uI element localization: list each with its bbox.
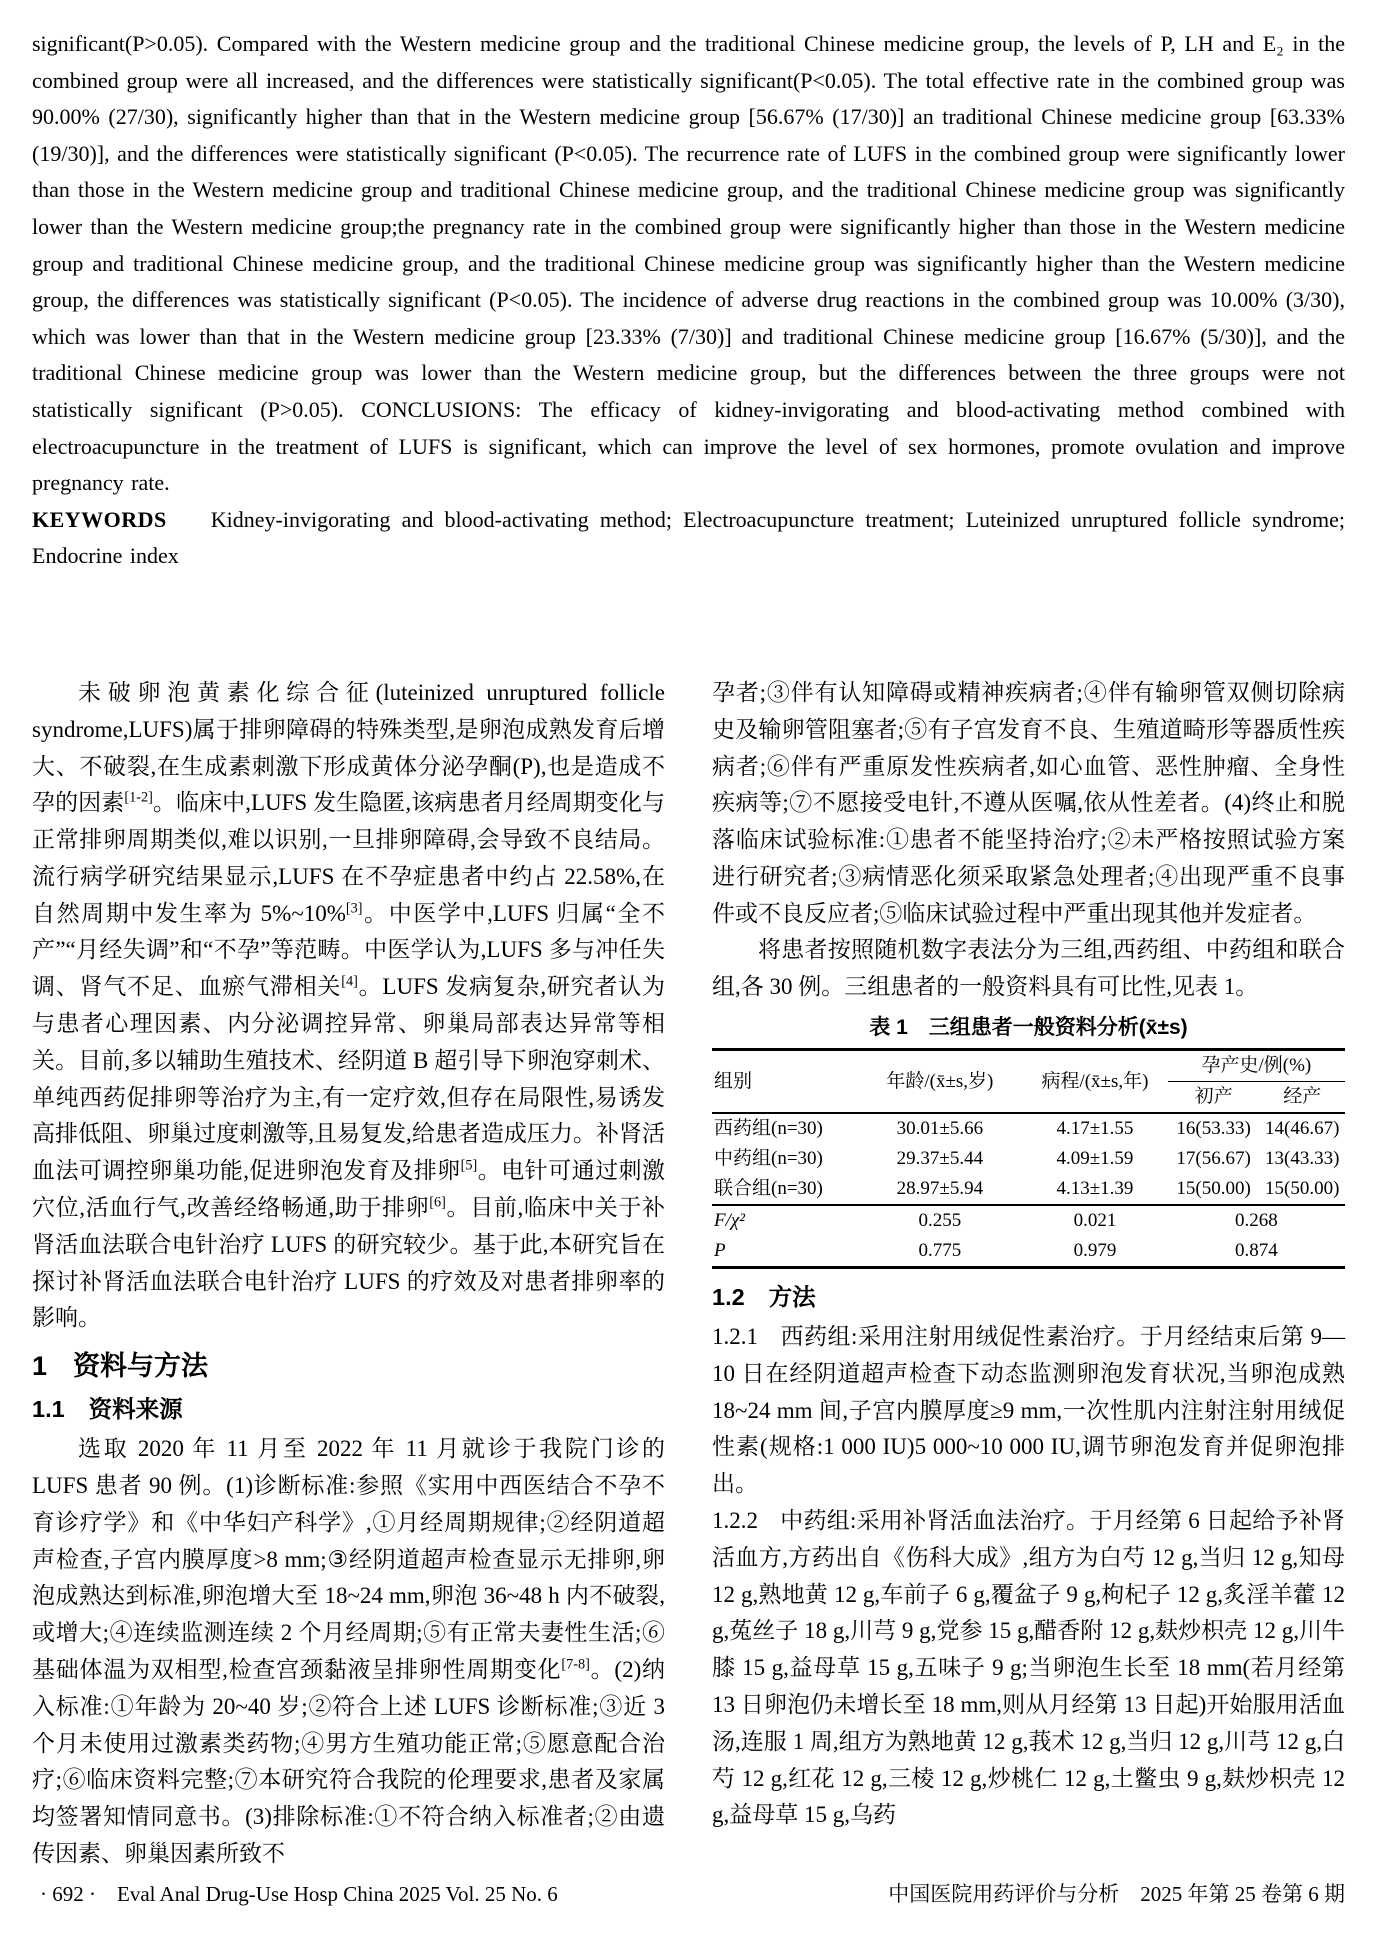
intro-paragraph: 未破卵泡黄素化综合征(luteinized unruptured follicle syndrome,LUFS)属于排卵障碍的特殊类型,是卵泡成熟发育后增大、不破裂,在生成素刺激下形成黄体分泌孕酮(P),也是造成不孕的因素[1-2]。临床中,LUFS 发生隐匿,该病患者月经周期变化与正常排卵周期类似,难以识别,一旦排卵障碍,会导致不良结局。流行病学研究结果显示,LUFS 在不孕症患者中约占 22.58%,在自然周期中发生率为 5%~10%[3]。中医学中,LUFS 归属“全不产”“月经失调”和“不孕”等范畴。中医学认为,LUFS 多与冲任失调、肾气不足、血瘀气滞相关[4]。LUFS 发病复杂,研究者认为与患者心理因素、内分泌调控异常、卵巢局部表达异常等相关。目前,多以辅助生殖技术、经阴道 B 超引导下卵泡穿刺术、单纯西药促排卵等治疗为主,有一定疗效,但存在局限性,易诱发高排低阻、卵巢过度刺激等,且易复发,给患者造成压力。补肾活血法可调控卵巢功能,促进卵泡发育及排卵[5]。电针可通过刺激穴位,活血行气,改善经络畅通,助于排卵[6]。目前,临床中关于补肾活血法联合电针治疗 LUFS 的研究较少。基于此,本研究旨在探讨补肾活血法联合电针治疗 LUFS 的疗效及对患者排卵率的影响。 bbox=[32, 679, 666, 1331]
page-footer bbox=[40, 1880, 1345, 1908]
data-source-paragraph: 选取 2020 年 11 月至 2022 年 11 月就诊于我院门诊的 LUFS 患者 90 例。(1)诊断标准:参照《实用中西医结合不孕不育诊疗学》和《中华妇产科学》,①月经周期规律;②经阴道超声检查,子宫内膜厚度>8 mm;③经阴道超声检查显示无排卵,卵泡成熟达到标准,卵泡增大至 18~24 mm,卵泡 36~48 h 内不破裂,或增大;④连续监测连续 2 个月经周期;⑤有正常夫妻性生活;⑥基础体温为双相型,检查宫颈黏液呈排卵性周期变化[7-8]。(2)纳入标准:①年龄为 20~40 岁;②符合上述 LUFS 诊断标准;③近 3 个月未使用过激素类药物;④男方生殖功能正常;⑤愿意配合治疗;⑥临床资料完整;⑦本研究符合我院的伦理要求,患者及家属均签署知情同意书。(3)排除标准:①不符合纳入标准者;②由遗传因素、卵巢因素所致不 bbox=[32, 1436, 665, 1867]
left-column bbox=[32, 675, 665, 1873]
table1-title: 表 1 三组患者一般资料分析(x̄±s) bbox=[869, 1016, 1188, 1040]
table1-header-obstetric: 孕产史/例(%) bbox=[1168, 1050, 1345, 1082]
exclusion-continuation-paragraph: 孕者;③伴有认知障碍或精神疾病者;④伴有输卵管双侧切除病史及输卵管阻塞者;⑤有子宫发育不良、生殖道畸形等器质性疾病者;⑥伴有严重原发性疾病者,如心血管、恶性肿瘤、全身性疾病等;⑦不愿接受电针,不遵从医嘱,依从性差者。(4)终止和脱落临床试验标准:①患者不能坚持治疗;②未严格按照试验方案进行研究者;③病情恶化须采取紧急处理者;④出现严重不良事件或不良反应者;⑤临床试验过程中严重出现其他并发症者。 bbox=[712, 679, 1345, 926]
table-cell-stat-course: 0.021 bbox=[1073, 1210, 1117, 1232]
method-tcm-text: 中药组:采用补肾活血法治疗。于月经第 6 日起给予补肾活血方,方药出自《伤科大成》,组方为白芍 12 g,当归 12 g,知母 12 g,熟地黄 12 g,车前子 6 g,覆盆子 9 g,枸杞子 12 g,炙淫羊藿 12 g,菟丝子 18 g,川芎 9 g,党参 15 g,醋香附 12 g,麸炒枳壳 12 g,川牛膝 15 g,益母草 15 g,五味子 9 g;当卵泡生长至 18 mm(若月经第 13 日卵泡仍未增长至 18 mm,则从月经第 13 日起)开始服用活血汤,连服 1 周,组方为熟地黄 12 g,莪术 12 g,当归 12 g,川芎 12 g,白芍 12 g,红花 12 g,三棱 12 g,炒桃仁 12 g,土鳖虫 9 g,麸炒枳壳 12 g,益母草 15 g,乌药 bbox=[712, 1508, 1346, 1828]
section-1-1-heading bbox=[32, 1391, 665, 1428]
table-cell-age: 29.37±5.44 bbox=[896, 1148, 984, 1170]
keywords-paragraph bbox=[32, 502, 1345, 575]
table-cell-group: 西药组(n=30) bbox=[714, 1118, 823, 1140]
table-cell-primipara: 17(56.67) bbox=[1176, 1148, 1251, 1170]
table-cell-stat-age: 0.775 bbox=[918, 1240, 962, 1262]
table-cell-course: 4.17±1.55 bbox=[1056, 1118, 1134, 1140]
section-1-number: 1 bbox=[32, 1351, 48, 1382]
method-western-paragraph bbox=[712, 1319, 1345, 1503]
table-cell-stat-course: 0.979 bbox=[1073, 1240, 1117, 1262]
keywords-text: Kidney-invigorating and blood-activating method; Electroacupuncture treatment; Luteinized unruptured follicle syndrome; Endocrine index bbox=[32, 506, 1345, 569]
table1 bbox=[712, 1048, 1345, 1269]
section-1-heading bbox=[32, 1346, 665, 1386]
section-1-2-title: 方法 bbox=[768, 1284, 816, 1311]
table-cell-stat-age: 0.255 bbox=[918, 1210, 962, 1232]
table-stat-row bbox=[712, 1236, 1345, 1268]
section-1-1-number: 1.1 bbox=[32, 1396, 65, 1423]
table-cell-stat-obstetric: 0.874 bbox=[1234, 1240, 1278, 1262]
table-cell-stat-obstetric: 0.268 bbox=[1234, 1210, 1278, 1232]
table-cell-stat-label: F/χ² bbox=[714, 1210, 745, 1232]
section-1-1-title: 资料来源 bbox=[88, 1396, 183, 1423]
table-cell-stat-label: P bbox=[714, 1240, 726, 1262]
table-cell-course: 4.09±1.59 bbox=[1056, 1148, 1134, 1170]
table1-header-primipara: 初产 bbox=[1194, 1086, 1233, 1108]
table-cell-multipara: 14(46.67) bbox=[1265, 1118, 1340, 1140]
footer-left-page-journal: · 692 · Eval Anal Drug-Use Hosp China 2025 Vol. 25 No. 6 bbox=[40, 1882, 558, 1906]
right-column bbox=[712, 675, 1345, 1873]
section-1-title: 资料与方法 bbox=[73, 1351, 209, 1382]
keywords-label: KEYWORDS bbox=[32, 506, 167, 532]
table-cell-group: 中药组(n=30) bbox=[714, 1148, 823, 1170]
method-western-number: 1.2.1 bbox=[712, 1324, 758, 1350]
two-column-body bbox=[32, 675, 1345, 1873]
table-cell-primipara: 15(50.00) bbox=[1176, 1178, 1251, 1200]
table-cell-primipara: 16(53.33) bbox=[1176, 1118, 1251, 1140]
method-western-text: 西药组:采用注射用绒促性素治疗。于月经结束后第 9—10 日在经阴道超声检查下动态监测卵泡发育状况,当卵泡成熟 18~24 mm 间,子宫内膜厚度≥9 mm,一次性肌内注射注射用绒促性素(规格:1 000 IU)5 000~10 000 IU,调节卵泡发育并促卵泡排出。 bbox=[712, 1324, 1345, 1497]
method-tcm-paragraph bbox=[712, 1503, 1345, 1834]
table-cell-multipara: 13(43.33) bbox=[1265, 1148, 1340, 1170]
table1-header-multipara: 经产 bbox=[1283, 1086, 1322, 1108]
table-cell-age: 30.01±5.66 bbox=[896, 1118, 984, 1140]
table-cell-group: 联合组(n=30) bbox=[714, 1178, 823, 1200]
table-stat-row bbox=[712, 1205, 1345, 1236]
table-row bbox=[712, 1174, 1345, 1205]
table1-block bbox=[712, 1012, 1345, 1269]
section-1-2-number: 1.2 bbox=[712, 1284, 745, 1311]
table-row bbox=[712, 1144, 1345, 1174]
table-cell-course: 4.13±1.39 bbox=[1056, 1178, 1134, 1200]
abstract-paragraph: significant(P>0.05). Compared with the Western medicine group and the traditional Chinese medicine group, the levels of P, LH and E₂ in the combined group were all increased, and the differences were statistically significant(P<0.05). The total effective rate in the combined group was 90.00% (27/30), significantly higher than that in the Western medicine group [56.67% (17/30)] an traditional Chinese medicine group [63.33% (19/30)], and the differences were statistically significant (P<0.05). The recurrence rate of LUFS in the combined group were significantly lower than those in the Western medicine group and traditional Chinese medicine group, and the traditional Chinese medicine group was significantly lower than the Western medicine group;the pregnancy rate in the combined group were significantly higher than those in the Western medicine group and traditional Chinese medicine group, and the traditional Chinese medicine group was significantly higher than the Western medicine group, the differences was statistically significant (P<0.05). The incidence of adverse drug reactions in the combined group was 10.00% (3/30), which was lower than that in the Western medicine group [23.33% (7/30)] and traditional Chinese medicine group [16.67% (5/30)], and the traditional Chinese medicine group was lower than the Western medicine group, but the differences between the three groups were not statistically significant (P>0.05). CONCLUSIONS: The efficacy of kidney-invigorating and blood-activating method combined with electroacupuncture in the treatment of LUFS is significant, which can improve the level of sex hormones, promote ovulation and improve pregnancy rate. bbox=[32, 31, 1345, 496]
table1-header-row-1 bbox=[712, 1050, 1345, 1082]
section-1-2-heading bbox=[712, 1279, 1345, 1316]
table1-header-group: 组别 bbox=[714, 1070, 753, 1092]
grouping-paragraph: 将患者按照随机数字表法分为三组,西药组、中药组和联合组,各 30 例。三组患者的一般资料具有可比性,见表 1。 bbox=[712, 937, 1345, 1000]
method-tcm-number: 1.2.2 bbox=[712, 1508, 758, 1534]
table-row bbox=[712, 1113, 1345, 1144]
footer-right-journal-issue: 中国医院用药评价与分析 2025 年第 25 卷第 6 期 bbox=[888, 1882, 1345, 1906]
table-cell-multipara: 15(50.00) bbox=[1265, 1178, 1340, 1200]
table1-header-course: 病程/(x̄±s,年) bbox=[1041, 1070, 1149, 1092]
table-cell-age: 28.97±5.94 bbox=[896, 1178, 984, 1200]
table1-header-age: 年龄/(x̄±s,岁) bbox=[886, 1070, 994, 1092]
